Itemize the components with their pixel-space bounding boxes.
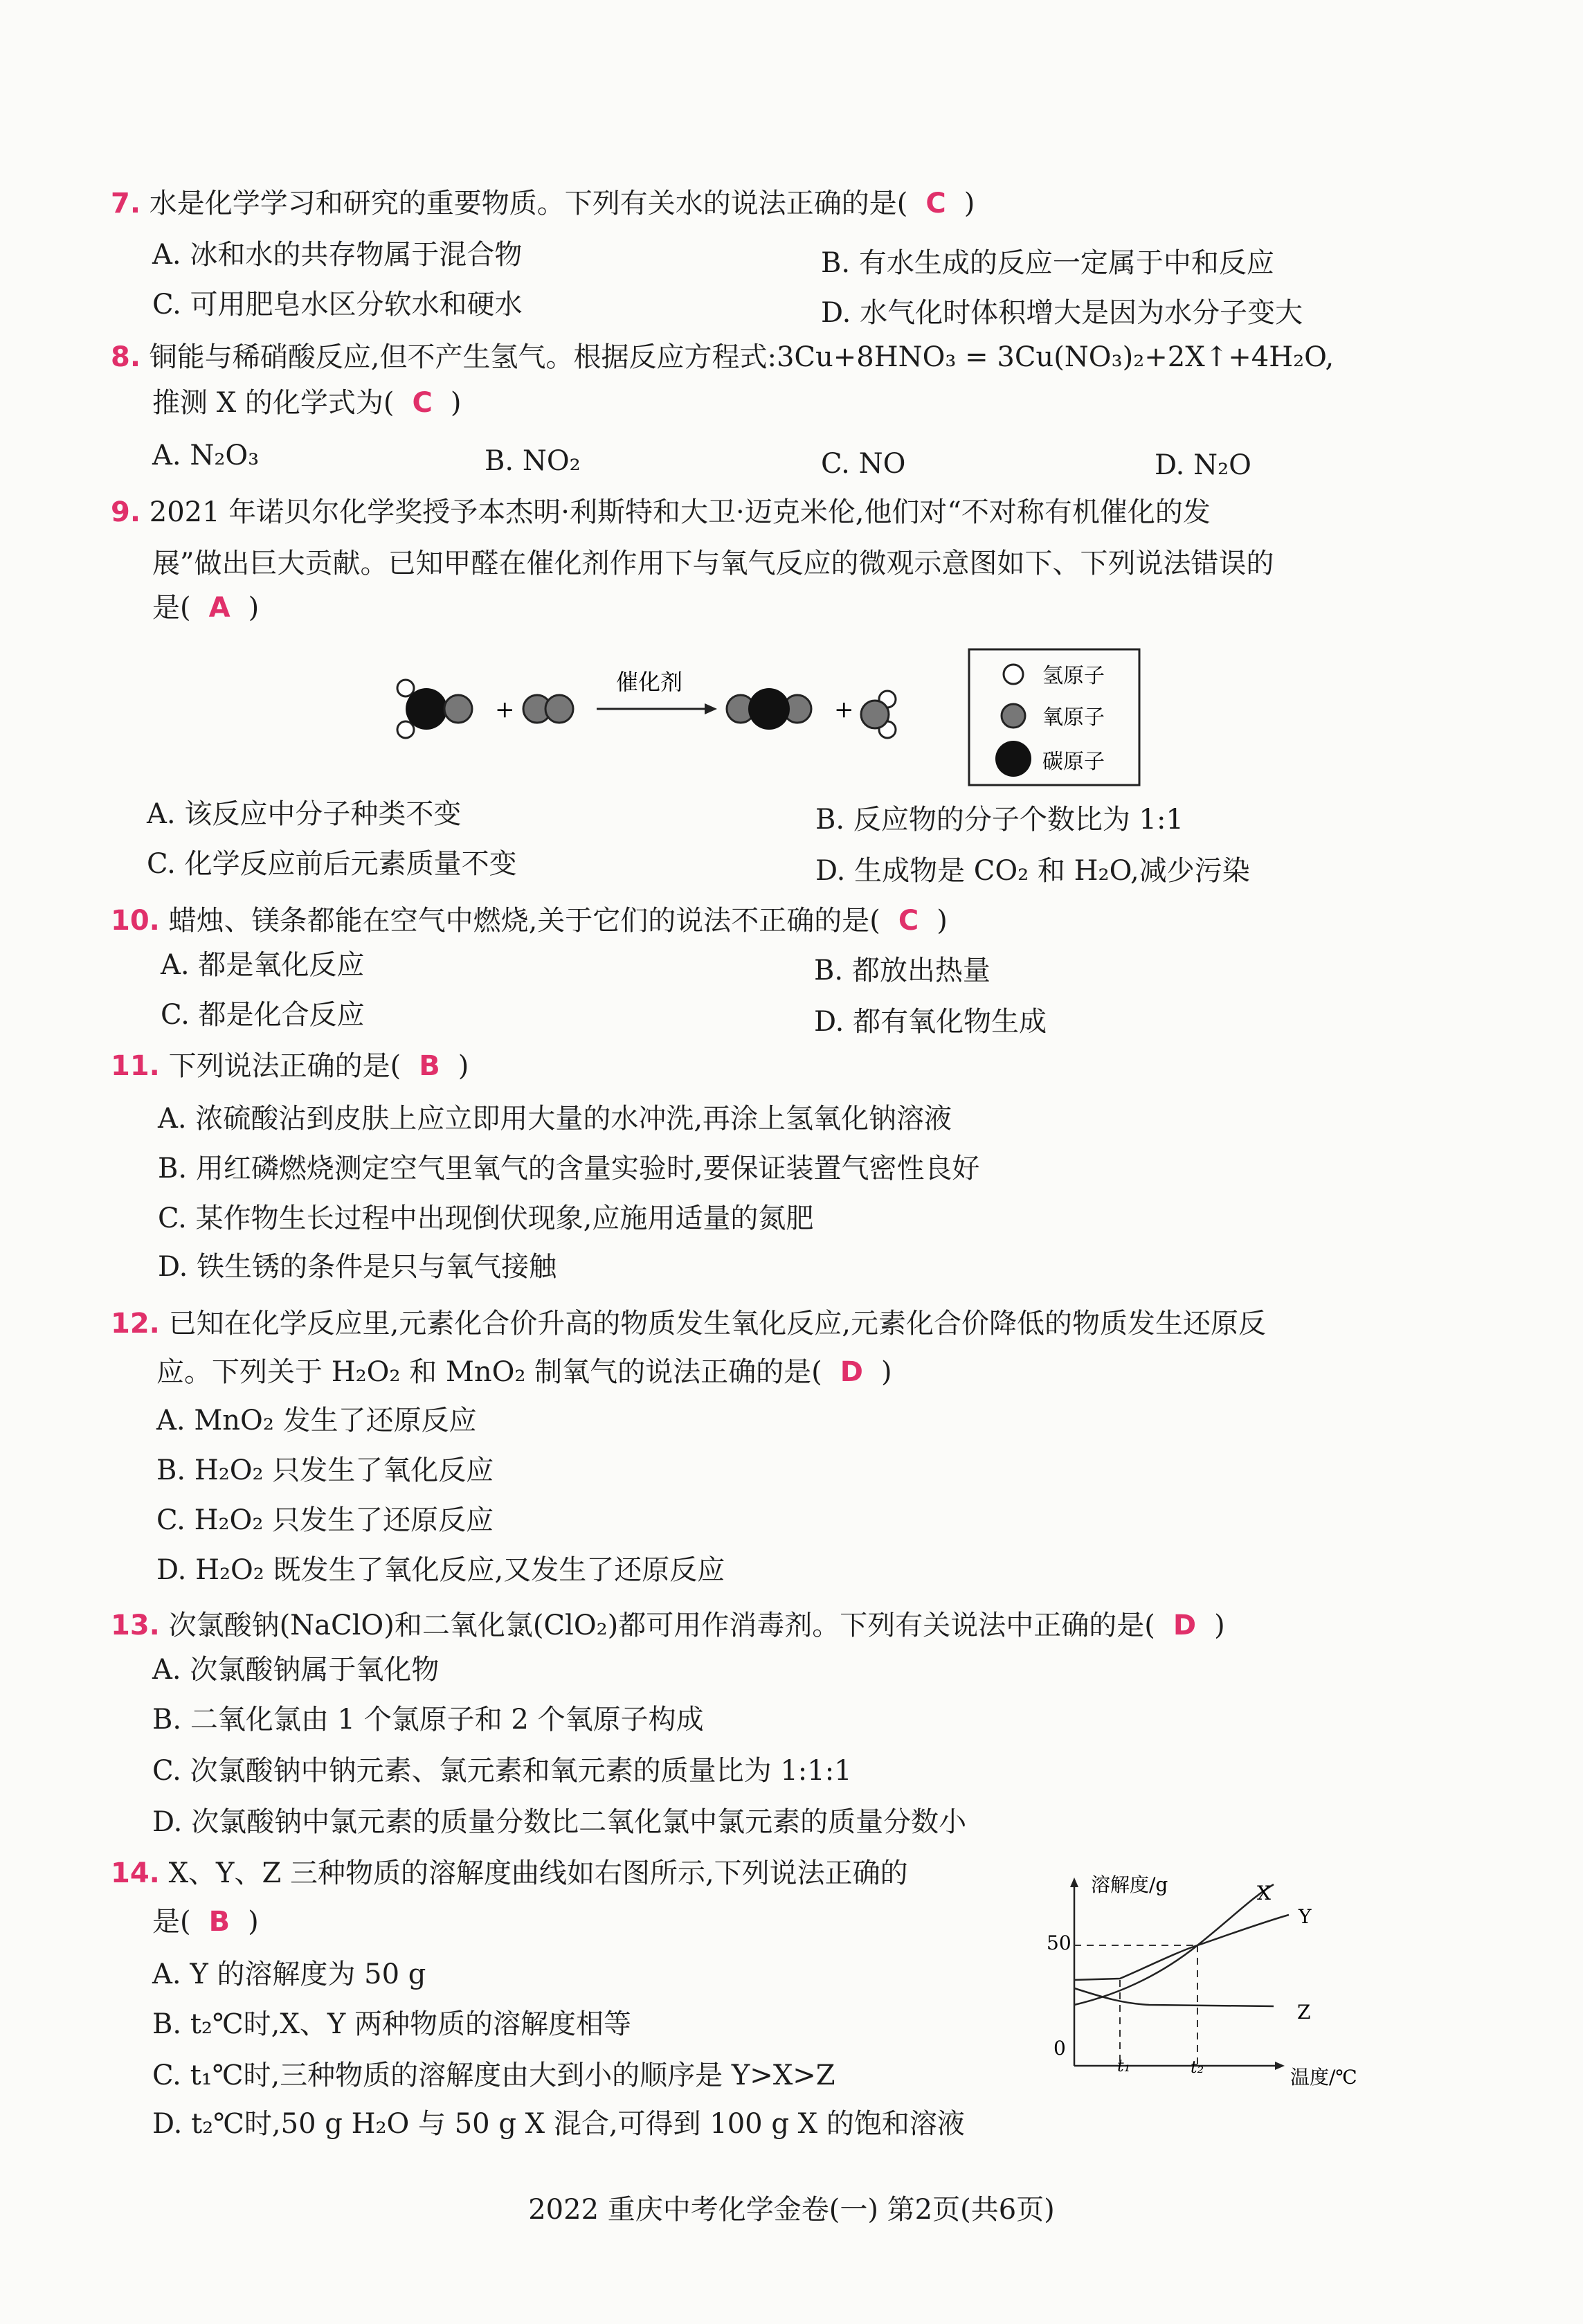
y-axis (1070, 1877, 1078, 2066)
option-b: B. H₂O₂ 只发生了氧化反应 (156, 1454, 494, 1486)
reaction-diagram (374, 644, 1156, 796)
legend (969, 649, 1139, 785)
question-number: 7. (111, 188, 141, 219)
question-12 (111, 1301, 1266, 1346)
question-9-line3 (152, 586, 259, 630)
x-axis-label: 温度/℃ (1290, 2066, 1357, 2089)
question-stem: 蜡烛、镁条都能在空气中燃烧,关于它们的说法不正确的是( (168, 905, 880, 937)
question-7 (111, 181, 975, 226)
legend-carbon: 碳原子 (1042, 750, 1105, 774)
question-number: 12. (111, 1308, 160, 1340)
option-a: A. 冰和水的共存物属于混合物 (152, 239, 523, 271)
answer-mark: C (898, 905, 919, 937)
oxygen-molecule (523, 695, 573, 723)
option-a: A. 该反应中分子种类不变 (147, 798, 462, 830)
question-10 (111, 899, 948, 943)
option-b: B. 都放出热量 (814, 955, 990, 987)
water-molecule (861, 691, 896, 738)
question-8 (111, 335, 1334, 379)
question-stem-line1: 2021 年诺贝尔化学奖授予本杰明·利斯特和大卫·迈克米伦,他们对“不对称有机催化的发 (149, 496, 1211, 528)
plus-sign: + (495, 696, 515, 723)
question-8-line2 (152, 381, 461, 425)
paren-close: ) (458, 1050, 469, 1082)
option-c: C. 可用肥皂水区分软水和硬水 (152, 289, 523, 321)
option-c: C. NO (821, 448, 906, 480)
paren-close: ) (937, 905, 948, 937)
option-c: C. t₁℃时,三种物质的溶解度由大到小的顺序是 Y>X>Z (152, 2060, 835, 2091)
question-number: 14. (111, 1857, 160, 1889)
x-tick-t2: t₂ (1191, 2057, 1204, 2077)
paren-close: ) (1214, 1610, 1225, 1641)
question-stem: 次氯酸钠(NaClO)和二氧化氯(ClO₂)都可用作消毒剂。下列有关说法中正确的是( (168, 1610, 1155, 1641)
question-13 (111, 1603, 1225, 1648)
answer-mark: B (208, 1906, 230, 1938)
option-b: B. t₂℃时,X、Y 两种物质的溶解度相等 (152, 2008, 631, 2040)
option-c: C. 都是化合反应 (161, 999, 365, 1031)
paren-close: ) (450, 387, 462, 419)
question-number: 13. (111, 1610, 160, 1641)
y-tick-50: 50 (1047, 1931, 1071, 1954)
question-stem: 水是化学学习和研究的重要物质。下列有关水的说法正确的是( (149, 188, 908, 219)
question-stem: 下列说法正确的是( (168, 1050, 401, 1082)
question-stem-line3: 是( (152, 592, 191, 624)
question-14-line2 (152, 1900, 259, 1944)
origin-label: 0 (1053, 2037, 1066, 2060)
option-b: B. NO₂ (485, 445, 581, 477)
solubility-chart (1031, 1862, 1391, 2098)
question-number: 9. (111, 496, 141, 528)
plus-sign: + (834, 696, 854, 723)
answer-mark: B (419, 1050, 440, 1082)
option-a: A. MnO₂ 发生了还原反应 (156, 1405, 477, 1436)
answer-mark: A (208, 592, 230, 624)
option-c: C. 某作物生长过程中出现倒伏现象,应施用适量的氮肥 (158, 1202, 814, 1234)
option-d: D. 铁生锈的条件是只与氧气接触 (158, 1251, 557, 1283)
option-c: C. 次氯酸钠中钠元素、氯元素和氧元素的质量比为 1:1:1 (152, 1755, 852, 1787)
catalyst-label: 催化剂 (616, 669, 683, 695)
series-label-x: X (1257, 1882, 1271, 1904)
question-11 (111, 1044, 469, 1088)
option-d: D. N₂O (1155, 449, 1251, 481)
question-number: 10. (111, 905, 160, 937)
question-stem-line2: 应。下列关于 H₂O₂ 和 MnO₂ 制氧气的说法正确的是( (156, 1356, 822, 1388)
question-stem-line1: X、Y、Z 三种物质的溶解度曲线如右图所示,下列说法正确的 (168, 1857, 908, 1889)
question-12-line2 (156, 1350, 892, 1394)
option-b: B. 二氧化氯由 1 个氯原子和 2 个氧原子构成 (152, 1704, 704, 1736)
option-a: A. Y 的溶解度为 50 g (152, 1958, 426, 1990)
option-b: B. 用红磷燃烧测定空气里氧气的含量实验时,要保证装置气密性良好 (158, 1153, 980, 1184)
question-stem-line1: 铜能与稀硝酸反应,但不产生氢气。根据反应方程式:3Cu+8HNO₃ = 3Cu(NO₃)₂+2X↑+4H₂O, (149, 341, 1335, 373)
curve-z (1074, 1988, 1274, 2006)
option-d: D. t₂℃时,50 g H₂O 与 50 g X 混合,可得到 100 g X 的饱和溶液 (152, 2108, 965, 2140)
option-d: D. 都有氧化物生成 (814, 1006, 1047, 1038)
paren-close: ) (248, 1906, 259, 1938)
question-number: 11. (111, 1050, 160, 1082)
page-footer: 2022 重庆中考化学金卷(一) 第2页(共6页) (528, 2194, 1055, 2226)
y-axis-label: 溶解度/g (1091, 1873, 1168, 1896)
x-axis (1074, 2062, 1285, 2070)
option-d: D. 水气化时体积增大是因为水分子变大 (821, 297, 1303, 329)
option-a: A. 都是氧化反应 (161, 949, 365, 981)
option-d: D. 生成物是 CO₂ 和 H₂O,减少污染 (815, 855, 1250, 887)
curve-y (1074, 1915, 1289, 1980)
option-b: B. 有水生成的反应一定属于中和反应 (821, 247, 1274, 279)
question-14 (111, 1851, 908, 1895)
answer-mark: C (412, 387, 433, 419)
answer-mark: D (840, 1356, 863, 1388)
question-number: 8. (111, 341, 141, 373)
option-a: A. N₂O₃ (152, 440, 260, 471)
option-a: A. 次氯酸钠属于氧化物 (152, 1654, 440, 1686)
x-tick-t1: t₁ (1117, 2056, 1131, 2075)
option-b: B. 反应物的分子个数比为 1:1 (815, 804, 1184, 836)
answer-mark: D (1173, 1610, 1197, 1641)
question-9 (111, 490, 1211, 534)
question-stem-line2: 展”做出巨大贡献。已知甲醛在催化剂作用下与氧气反应的微观示意图如下、下列说法错误的 (152, 548, 1274, 579)
question-stem-line2: 是( (152, 1906, 191, 1938)
option-c: C. 化学反应前后元素质量不变 (147, 848, 517, 880)
option-c: C. H₂O₂ 只发生了还原反应 (156, 1504, 494, 1536)
legend-hydrogen: 氢原子 (1042, 664, 1105, 688)
option-d: D. 次氯酸钠中氯元素的质量分数比二氧化氯中氯元素的质量分数小 (152, 1806, 967, 1838)
answer-mark: C (925, 188, 946, 219)
series-label-z: Z (1297, 2001, 1311, 2024)
question-stem-line1: 已知在化学反应里,元素化合价升高的物质发生氧化反应,元素化合价降低的物质发生还原反 (168, 1308, 1267, 1340)
formaldehyde-molecule (397, 680, 472, 738)
series-label-y: Y (1299, 1905, 1312, 1928)
carbon-dioxide-molecule (727, 688, 811, 730)
question-stem-line2: 推测 X 的化学式为( (152, 387, 395, 419)
legend-oxygen: 氧原子 (1042, 705, 1105, 730)
option-d: D. H₂O₂ 既发生了氧化反应,又发生了还原反应 (156, 1554, 725, 1586)
option-a: A. 浓硫酸沾到皮肤上应立即用大量的水冲洗,再涂上氢氧化钠溶液 (158, 1103, 952, 1135)
reaction-arrow (597, 703, 717, 714)
paren-close: ) (964, 188, 975, 219)
paren-close: ) (880, 1356, 892, 1388)
paren-close: ) (248, 592, 260, 624)
